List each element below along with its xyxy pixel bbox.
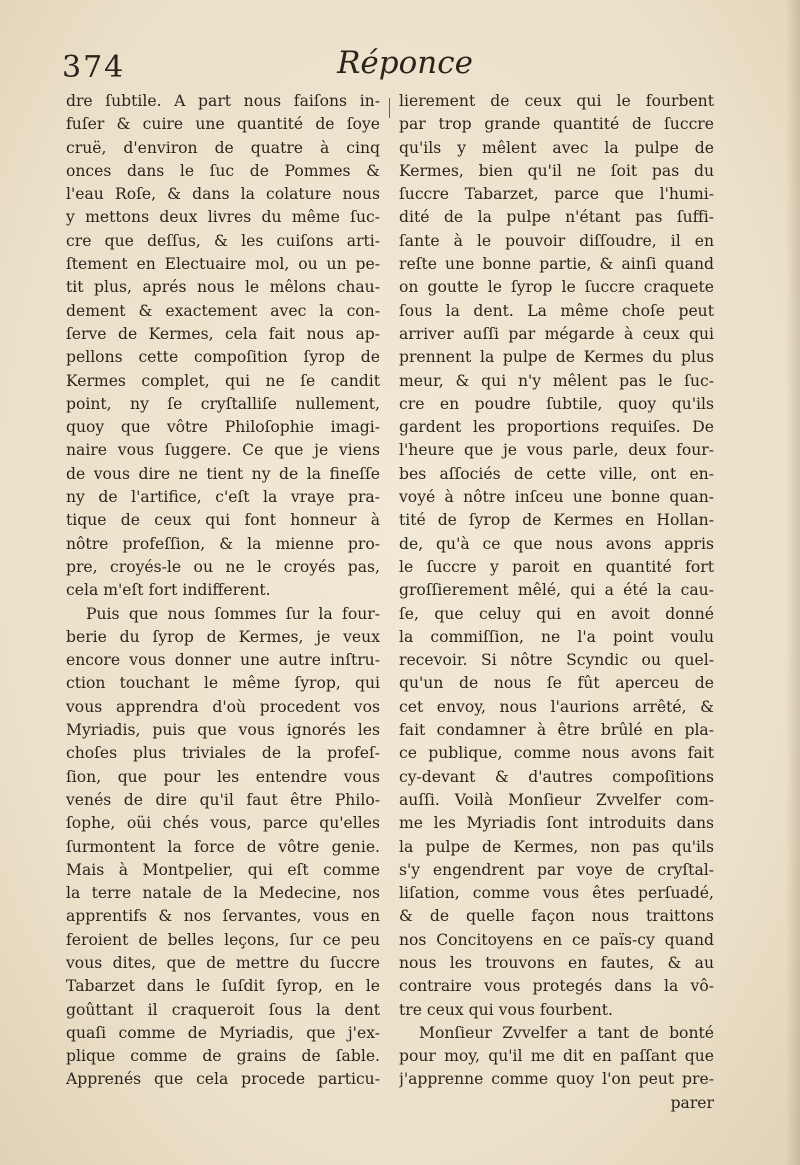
column-divider-mark xyxy=(389,98,390,118)
text-line: reſte une bonne partie, & ainſi quand xyxy=(399,255,714,274)
text-line: ſante à le pouvoir diſſoudre, il en xyxy=(399,231,714,250)
text-line: cy-devant & d'autres compoſitions xyxy=(399,767,714,786)
text-line: nous les trouvons en fautes, & au xyxy=(399,953,714,972)
text-line: ſuccre Tabarzet, parce que l'humi- xyxy=(399,185,714,204)
running-title: Réponce xyxy=(337,45,473,81)
text-line: me les Myriadis ſont introduits dans xyxy=(399,814,714,833)
page-number: 374 xyxy=(62,50,126,85)
text-line: la commiſſion, ne l'a point voulu xyxy=(399,627,714,646)
text-line: tre ceux qui vous fourbent. xyxy=(399,1000,613,1019)
text-line: le ſuccre y paroit en quantité fort xyxy=(399,557,714,576)
text-line: Mais à Montpelier, qui eſt comme xyxy=(66,860,380,879)
text-line: & de quelle façon nous traittons xyxy=(399,907,714,926)
text-line: vous dites, que de mettre du ſuccre xyxy=(66,953,380,972)
page-edge-shadow xyxy=(786,0,800,1165)
text-line: liſation, comme vous êtes perſuadé, xyxy=(399,884,714,903)
text-line: ſerve de Kermes, cela fait nous ap- xyxy=(66,324,380,343)
text-line: quaſi comme de Myriadis, que j'ex- xyxy=(66,1023,380,1042)
text-line: cruë, d'environ de quatre à cinq xyxy=(66,138,380,157)
text-line: fait condamner à être brûlé en pla- xyxy=(399,721,714,740)
text-line: arriver auſſi par mégarde à ceux qui xyxy=(399,324,714,343)
text-line: point, ny ſe cryſtalliſe nullement, xyxy=(66,394,380,413)
text-line: ny de l'artifice, c'eſt la vraye pra- xyxy=(66,488,380,507)
text-line: Apprenés que cela procede particu- xyxy=(66,1070,380,1089)
left-column xyxy=(66,90,380,1092)
text-line: contraire vous protegés dans la vô- xyxy=(399,977,714,996)
text-line: cela m'eſt fort indifferent. xyxy=(66,581,271,600)
text-line: tique de ceux qui font honneur à xyxy=(66,511,380,530)
text-line: l'eau Roſe, & dans la colature nous xyxy=(66,185,380,204)
text-line: auſſi. Voilà Monſieur Zvvelfer com- xyxy=(399,790,714,809)
text-line: cet envoy, nous l'aurions arrêté, & xyxy=(399,697,714,716)
text-line: vous apprendra d'où procedent vos xyxy=(66,697,380,716)
text-line: Monſieur Zvvelfer a tant de bonté xyxy=(419,1023,714,1042)
text-line: gardent les proportions requiſes. De xyxy=(399,418,714,437)
text-line: plique comme de grains de ſable. xyxy=(66,1047,380,1066)
text-line: Puis que nous ſommes ſur la four- xyxy=(86,604,380,623)
text-line: de, qu'à ce que nous avons appris xyxy=(399,534,714,553)
text-line: tité de ſyrop de Kermes en Hollan- xyxy=(399,511,714,530)
text-line: la pulpe de Kermes, non pas qu'ils xyxy=(399,837,714,856)
text-line: ſous la dent. La même choſe peut xyxy=(399,301,714,320)
text-line: goûttant il craqueroit ſous la dent xyxy=(66,1000,380,1019)
text-line: Kermes complet, qui ne ſe candit xyxy=(66,371,380,390)
text-line: recevoir. Si nôtre Scyndic ou quel- xyxy=(399,651,714,670)
text-line: onces dans le ſuc de Pommes & xyxy=(66,161,380,180)
text-line: ſtement en Electuaire mol, ou un pe- xyxy=(66,255,380,274)
text-line: la terre natale de la Medecine, nos xyxy=(66,884,380,903)
text-line: nôtre profeſſion, & la mienne pro- xyxy=(66,534,380,553)
text-line: encore vous donner une autre inſtru- xyxy=(66,651,380,670)
text-line: naire vous ſuggere. Ce que je viens xyxy=(66,441,380,460)
text-line: bes aſſociés de cette ville, ont en- xyxy=(399,464,714,483)
text-line: quoy que vôtre Philoſophie imagi- xyxy=(66,418,380,437)
text-line: parer xyxy=(670,1093,714,1112)
text-line: groſſierement mêlé, qui a été la cau- xyxy=(399,581,714,600)
text-line: j'apprenne comme quoy l'on peut pre- xyxy=(399,1070,714,1089)
text-line: dité de la pulpe n'étant pas ſuffi- xyxy=(399,208,714,227)
text-line: pour moy, qu'il me dit en paſſant que xyxy=(399,1047,714,1066)
text-line: lierement de ceux qui le fourbent xyxy=(399,92,714,110)
text-line: Tabarzet dans le ſuſdit ſyrop, en le xyxy=(66,977,380,996)
text-line: Myriadis, puis que vous ignorés les xyxy=(66,721,380,740)
text-line: on goutte le ſyrop le ſuccre craquete xyxy=(399,278,714,297)
text-line: s'y engendrent par voye de cryſtal- xyxy=(399,860,714,879)
text-line: berie du ſyrop de Kermes, je veux xyxy=(66,627,380,646)
text-line: qu'ils y mêlent avec la pulpe de xyxy=(399,138,714,157)
text-line: fuſer & cuire une quantité de ſoye xyxy=(66,115,380,134)
text-line: voyé à nôtre inſceu une bonne quan- xyxy=(399,488,714,507)
text-line: dre ſubtile. A part nous faiſons in- xyxy=(66,92,380,110)
text-line: ce publique, comme nous avons fait xyxy=(399,744,714,763)
text-line: Kermes, bien qu'il ne ſoit pas du xyxy=(399,161,714,180)
text-line: ſion, que pour les entendre vous xyxy=(66,767,380,786)
text-line: tit plus, aprés nous le mêlons chau- xyxy=(66,278,380,297)
text-line: cre que deſſus, & les cuiſons arti- xyxy=(66,231,380,250)
text-line: de vous dire ne tient ny de la fineſſe xyxy=(66,464,380,483)
text-line: ſurmontent la force de vôtre genie. xyxy=(66,837,380,856)
text-line: venés de dire qu'il faut être Philo- xyxy=(66,790,380,809)
text-line: prennent la pulpe de Kermes du plus xyxy=(399,348,714,367)
text-line: ſe, que celuy qui en avoit donné xyxy=(399,604,714,623)
text-line: pre, croyés-le ou ne le croyés pas, xyxy=(66,557,380,576)
text-line: y mettons deux livres du même ſuc- xyxy=(66,208,380,227)
text-line: ction touchant le même ſyrop, qui xyxy=(66,674,380,693)
text-line: choſes plus triviales de la profeſ- xyxy=(66,744,380,763)
text-line: par trop grande quantité de ſuccre xyxy=(399,115,714,134)
text-line: nos Concitoyens en ce païs-cy quand xyxy=(399,930,714,949)
text-line: apprentifs & nos ſervantes, vous en xyxy=(66,907,380,926)
right-column xyxy=(399,90,714,1115)
text-line: qu'un de nous ſe fût aperceu de xyxy=(399,674,714,693)
text-line: feroient de belles leçons, ſur ce peu xyxy=(66,930,380,949)
text-line: dement & exactement avec la con- xyxy=(66,301,380,320)
text-line: ſophe, oüi chés vous, parce qu'elles xyxy=(66,814,380,833)
text-line: l'heure que je vous parle, deux four- xyxy=(399,441,714,460)
text-line: meur, & qui n'y mêlent pas le ſuc- xyxy=(399,371,714,390)
text-line: pellons cette compoſition ſyrop de xyxy=(66,348,380,367)
text-line: cre en poudre ſubtile, quoy qu'ils xyxy=(399,394,714,413)
